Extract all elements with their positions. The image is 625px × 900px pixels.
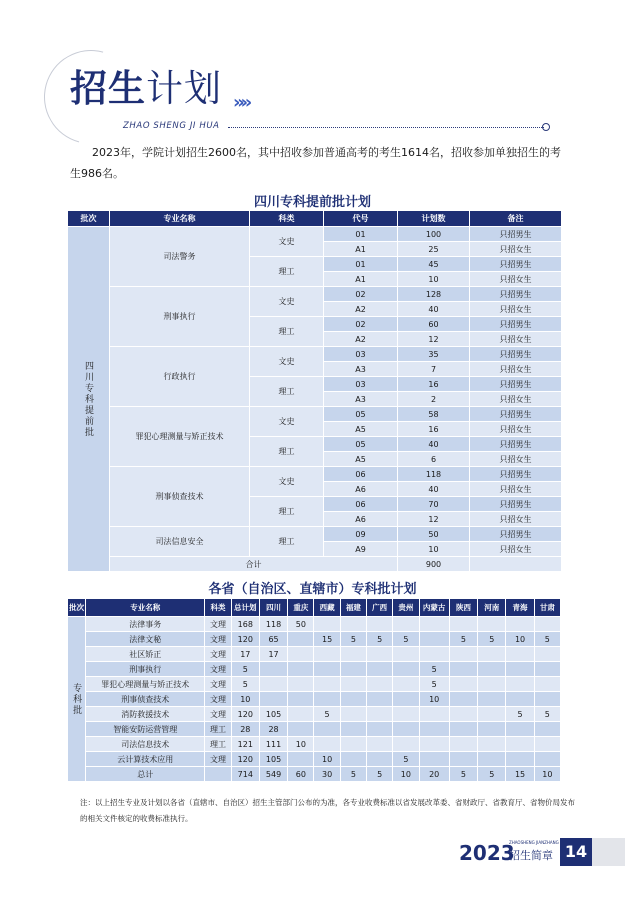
total-row: [68, 767, 561, 782]
table-cell: [367, 647, 393, 662]
table-cell: 5: [534, 632, 560, 647]
table-cell: [419, 617, 449, 632]
table-cell: [288, 632, 314, 647]
table-cell: A3: [324, 392, 398, 407]
major-name: 刑事侦查技术: [110, 467, 250, 527]
major-name: 司法信息安全: [110, 527, 250, 557]
table-cell: [259, 662, 287, 677]
table-cell: 5: [506, 707, 534, 722]
kelei-cell: 理工: [250, 377, 324, 407]
table-cell: [393, 647, 419, 662]
table-cell: 只招女生: [470, 362, 562, 377]
table-cell: 100: [398, 227, 470, 242]
table-cell: [478, 692, 506, 707]
total-label: 合计: [110, 557, 398, 572]
column-header: 批次: [68, 211, 110, 227]
table-cell: 17: [231, 647, 259, 662]
major-name: 法律事务: [86, 617, 205, 632]
table-row: [68, 347, 562, 362]
table-cell: 105: [259, 707, 287, 722]
column-header: 批次: [68, 599, 86, 617]
table-cell: [534, 677, 560, 692]
table-cell: [534, 647, 560, 662]
table-cell: 118: [398, 467, 470, 482]
table-cell: 2: [398, 392, 470, 407]
table-cell: 5: [419, 677, 449, 692]
table-cell: 10: [231, 692, 259, 707]
table-row: [68, 737, 561, 752]
table-row: [68, 467, 562, 482]
table-cell: A1: [324, 242, 398, 257]
table-cell: 121: [231, 737, 259, 752]
table-cell: 58: [398, 407, 470, 422]
table-cell: 5: [340, 632, 366, 647]
table-cell: [449, 677, 477, 692]
table-cell: A5: [324, 452, 398, 467]
table-cell: 5: [419, 662, 449, 677]
column-header: 贵州: [393, 599, 419, 617]
table-cell: 70: [398, 497, 470, 512]
major-name: 刑事执行: [110, 287, 250, 347]
table-cell: 111: [259, 737, 287, 752]
intro-paragraph: 2023年，学院计划招生2600名，其中招收参加普通高考的考生1614名，招收参加单独招生的考生986名。: [70, 146, 561, 180]
table-cell: [478, 647, 506, 662]
table-cell: [449, 692, 477, 707]
table-cell: [205, 767, 231, 782]
table-cell: [506, 647, 534, 662]
table-row: [68, 752, 561, 767]
table-cell: 5: [449, 632, 477, 647]
footer-text: 招生简章: [509, 849, 553, 862]
table-cell: 文理: [205, 617, 231, 632]
table-row: [68, 527, 562, 542]
table-cell: [367, 617, 393, 632]
table-cell: [449, 707, 477, 722]
table-cell: 只招男生: [470, 287, 562, 302]
table-cell: [288, 677, 314, 692]
table-cell: A3: [324, 362, 398, 377]
table-cell: [419, 707, 449, 722]
table-cell: 文理: [205, 632, 231, 647]
table-cell: [393, 707, 419, 722]
table-cell: 128: [398, 287, 470, 302]
table-cell: [478, 722, 506, 737]
table-cell: [478, 752, 506, 767]
table-cell: 10: [419, 692, 449, 707]
table-cell: 02: [324, 317, 398, 332]
table-cell: 28: [259, 722, 287, 737]
table-cell: 5: [393, 632, 419, 647]
table-cell: 16: [398, 422, 470, 437]
table-cell: [478, 617, 506, 632]
kelei-cell: 文史: [250, 467, 324, 497]
table-row: [68, 227, 562, 242]
column-header: 陕西: [449, 599, 477, 617]
table-cell: [367, 662, 393, 677]
table-cell: 5: [449, 767, 477, 782]
table-cell: [340, 737, 366, 752]
table-cell: [367, 692, 393, 707]
table-cell: 5: [231, 662, 259, 677]
column-header: 四川: [259, 599, 287, 617]
column-header: 代号: [324, 211, 398, 227]
kelei-cell: 理工: [250, 527, 324, 557]
table-cell: 60: [398, 317, 470, 332]
total-value: 900: [398, 557, 470, 572]
table-cell: [419, 722, 449, 737]
table-cell: 28: [231, 722, 259, 737]
footer-pinyin: ZHAOSHENG JIANZHANG: [509, 840, 559, 845]
table-cell: 16: [398, 377, 470, 392]
circle-icon: [542, 123, 550, 131]
major-name: 罪犯心理测量与矫正技术: [86, 677, 205, 692]
table-cell: 12: [398, 512, 470, 527]
table-row: [68, 707, 561, 722]
table-cell: 03: [324, 347, 398, 362]
table-cell: 15: [314, 632, 340, 647]
table-cell: 118: [259, 617, 287, 632]
table-cell: [419, 647, 449, 662]
table-cell: [340, 707, 366, 722]
table-cell: 01: [324, 227, 398, 242]
table-cell: 10: [393, 767, 419, 782]
table-cell: 120: [231, 707, 259, 722]
column-header: 重庆: [288, 599, 314, 617]
table-cell: [478, 677, 506, 692]
table-cell: 5: [478, 632, 506, 647]
table-row: [68, 407, 562, 422]
title-rule: [228, 127, 544, 128]
table-cell: [314, 692, 340, 707]
table-cell: [288, 647, 314, 662]
table-cell: 5: [534, 707, 560, 722]
table-cell: A6: [324, 482, 398, 497]
table-cell: 文理: [205, 662, 231, 677]
column-header: 甘肃: [534, 599, 560, 617]
table-cell: 65: [259, 632, 287, 647]
table-cell: [340, 752, 366, 767]
footer-tab: [592, 838, 625, 866]
page-number: 14: [560, 838, 592, 866]
column-header: 河南: [478, 599, 506, 617]
page-title: 招生计划: [70, 67, 222, 110]
kelei-cell: 文史: [250, 227, 324, 257]
table2-title: 各省（自治区、直辖市）专科批计划: [208, 582, 417, 597]
table-cell: 5: [231, 677, 259, 692]
table-cell: A2: [324, 302, 398, 317]
table-cell: 文理: [205, 692, 231, 707]
major-name: 司法警务: [110, 227, 250, 287]
table-cell: 只招女生: [470, 512, 562, 527]
kelei-cell: 理工: [250, 317, 324, 347]
table-cell: [314, 647, 340, 662]
column-header: 福建: [340, 599, 366, 617]
total-row: [68, 557, 562, 572]
table-cell: 只招女生: [470, 452, 562, 467]
table-cell: 只招女生: [470, 482, 562, 497]
table-cell: 10: [314, 752, 340, 767]
table-row: [68, 692, 561, 707]
table-cell: [419, 632, 449, 647]
table-cell: 理工: [205, 737, 231, 752]
table-cell: 40: [398, 302, 470, 317]
table-cell: [288, 707, 314, 722]
kelei-cell: 理工: [250, 257, 324, 287]
table-cell: [314, 662, 340, 677]
table-cell: [534, 752, 560, 767]
table-cell: 10: [398, 272, 470, 287]
table-cell: 5: [393, 752, 419, 767]
table-cell: 50: [398, 527, 470, 542]
table-cell: 35: [398, 347, 470, 362]
table-cell: [449, 737, 477, 752]
table-cell: [393, 692, 419, 707]
table-cell: 01: [324, 257, 398, 272]
column-header: 青海: [506, 599, 534, 617]
table-row: [68, 722, 561, 737]
table-cell: [506, 752, 534, 767]
table-cell: 06: [324, 497, 398, 512]
table-cell: [340, 647, 366, 662]
table-cell: [506, 677, 534, 692]
kelei-cell: 文史: [250, 347, 324, 377]
table-cell: 6: [398, 452, 470, 467]
table-cell: [449, 647, 477, 662]
table-cell: [506, 692, 534, 707]
table-cell: [506, 737, 534, 752]
table-cell: 只招女生: [470, 422, 562, 437]
table-cell: 45: [398, 257, 470, 272]
table-cell: 只招男生: [470, 377, 562, 392]
major-name: 社区矫正: [86, 647, 205, 662]
table-cell: 只招女生: [470, 242, 562, 257]
table-cell: 5: [340, 767, 366, 782]
table-cell: 文理: [205, 647, 231, 662]
table-cell: [259, 692, 287, 707]
table-cell: [449, 752, 477, 767]
table-cell: 文理: [205, 677, 231, 692]
table-cell: 只招女生: [470, 392, 562, 407]
table-cell: [419, 737, 449, 752]
table-cell: 7: [398, 362, 470, 377]
table-cell: [288, 662, 314, 677]
column-header: 科类: [205, 599, 231, 617]
table-cell: 06: [324, 467, 398, 482]
table-cell: [478, 737, 506, 752]
major-name: 法律文秘: [86, 632, 205, 647]
column-header: 内蒙古: [419, 599, 449, 617]
table-cell: [478, 707, 506, 722]
table-cell: A5: [324, 422, 398, 437]
footnote: 注：以上招生专业及计划以各省（直辖市、自治区）招生主管部门公布的为准，各专业收费标准以省发展改革委、省财政厅、省教育厅、省物价局发布的相关文件核定的收费标准执行。: [80, 798, 575, 823]
table-cell: 05: [324, 437, 398, 452]
table-cell: [288, 722, 314, 737]
major-name: 云计算技术应用: [86, 752, 205, 767]
kelei-cell: 理工: [250, 497, 324, 527]
column-header: 专业名称: [110, 211, 250, 227]
major-name: 行政执行: [110, 347, 250, 407]
table-cell: [534, 737, 560, 752]
table-cell: 10: [398, 542, 470, 557]
table-cell: 40: [398, 482, 470, 497]
table-cell: [288, 752, 314, 767]
province-plan-table: [67, 598, 561, 782]
table-cell: [506, 617, 534, 632]
column-header: 广西: [367, 599, 393, 617]
table-cell: [259, 677, 287, 692]
table-cell: [367, 752, 393, 767]
table-cell: 30: [314, 767, 340, 782]
table-cell: [288, 692, 314, 707]
table-cell: 只招男生: [470, 407, 562, 422]
table-cell: [314, 722, 340, 737]
table-cell: [449, 662, 477, 677]
table-cell: 5: [367, 767, 393, 782]
kelei-cell: 文史: [250, 287, 324, 317]
table-cell: 5: [314, 707, 340, 722]
table-cell: 理工: [205, 722, 231, 737]
table-cell: 只招男生: [470, 257, 562, 272]
table-cell: [393, 677, 419, 692]
table-cell: [314, 737, 340, 752]
table-cell: 09: [324, 527, 398, 542]
table-cell: [534, 722, 560, 737]
total-label: 总计: [86, 767, 205, 782]
table-cell: 105: [259, 752, 287, 767]
table-cell: [470, 557, 562, 572]
table-cell: 714: [231, 767, 259, 782]
batch-cell: 四川专科提前批: [68, 227, 110, 572]
chevron-right-icon: »»: [233, 92, 249, 113]
table-cell: [340, 722, 366, 737]
table-cell: 60: [288, 767, 314, 782]
table-cell: [449, 617, 477, 632]
page-subtitle: ZHAO SHENG JI HUA: [123, 121, 220, 131]
table-cell: 只招女生: [470, 542, 562, 557]
table-cell: [393, 722, 419, 737]
column-header: 科类: [250, 211, 324, 227]
table-cell: A2: [324, 332, 398, 347]
table-cell: [314, 677, 340, 692]
table-row: [68, 677, 561, 692]
table-cell: 25: [398, 242, 470, 257]
kelei-cell: 文史: [250, 407, 324, 437]
table-cell: 17: [259, 647, 287, 662]
table-cell: [314, 617, 340, 632]
footer-year: 2023: [459, 841, 515, 865]
table-cell: [393, 662, 419, 677]
table-cell: 549: [259, 767, 287, 782]
major-name: 司法信息技术: [86, 737, 205, 752]
major-name: 智能安防运营管理: [86, 722, 205, 737]
column-header: 备注: [470, 211, 562, 227]
table-cell: [393, 737, 419, 752]
table-row: [68, 632, 561, 647]
table-cell: 文理: [205, 707, 231, 722]
table-cell: 文理: [205, 752, 231, 767]
table-cell: [367, 722, 393, 737]
column-header: 西藏: [314, 599, 340, 617]
table-cell: 50: [288, 617, 314, 632]
table-cell: [367, 707, 393, 722]
table-cell: 20: [419, 767, 449, 782]
table-row: [68, 287, 562, 302]
table-cell: A9: [324, 542, 398, 557]
table-cell: 40: [398, 437, 470, 452]
table-cell: 120: [231, 632, 259, 647]
table-cell: [340, 662, 366, 677]
table-cell: [340, 677, 366, 692]
table-cell: 只招男生: [470, 227, 562, 242]
table-cell: [367, 737, 393, 752]
table-cell: A1: [324, 272, 398, 287]
major-name: 刑事侦查技术: [86, 692, 205, 707]
table-cell: 5: [367, 632, 393, 647]
table-cell: 10: [506, 632, 534, 647]
table-cell: [340, 692, 366, 707]
batch-cell: 专科批: [68, 617, 86, 782]
table-cell: 只招男生: [470, 497, 562, 512]
table-cell: 只招男生: [470, 527, 562, 542]
table-cell: [534, 617, 560, 632]
table-cell: [506, 722, 534, 737]
table-cell: 5: [478, 767, 506, 782]
table-cell: 只招男生: [470, 347, 562, 362]
table-cell: [419, 752, 449, 767]
kelei-cell: 理工: [250, 437, 324, 467]
table-cell: 只招女生: [470, 272, 562, 287]
table-cell: [534, 692, 560, 707]
table-cell: 120: [231, 752, 259, 767]
major-name: 罪犯心理测量与矫正技术: [110, 407, 250, 467]
column-header: 专业名称: [86, 599, 205, 617]
sichuan-plan-table: [67, 210, 562, 572]
table-cell: [506, 662, 534, 677]
table-row: [68, 617, 561, 632]
column-header: 总计划: [231, 599, 259, 617]
table-cell: 02: [324, 287, 398, 302]
table-cell: [478, 662, 506, 677]
major-name: 消防救援技术: [86, 707, 205, 722]
table-cell: [449, 722, 477, 737]
table-cell: [367, 677, 393, 692]
table-cell: 只招女生: [470, 332, 562, 347]
table-cell: 10: [288, 737, 314, 752]
major-name: 刑事执行: [86, 662, 205, 677]
table-cell: 05: [324, 407, 398, 422]
table-cell: [534, 662, 560, 677]
table-cell: 15: [506, 767, 534, 782]
table-cell: 03: [324, 377, 398, 392]
table-cell: 12: [398, 332, 470, 347]
table-cell: 只招女生: [470, 302, 562, 317]
table-cell: 只招男生: [470, 467, 562, 482]
column-header: 计划数: [398, 211, 470, 227]
table-cell: A6: [324, 512, 398, 527]
table-cell: 168: [231, 617, 259, 632]
table-cell: [340, 617, 366, 632]
table-row: [68, 662, 561, 677]
table-cell: [393, 617, 419, 632]
table-cell: 只招男生: [470, 437, 562, 452]
table-cell: 10: [534, 767, 560, 782]
table1-title: 四川专科提前批计划: [253, 195, 371, 210]
table-row: [68, 647, 561, 662]
table-cell: 只招男生: [470, 317, 562, 332]
